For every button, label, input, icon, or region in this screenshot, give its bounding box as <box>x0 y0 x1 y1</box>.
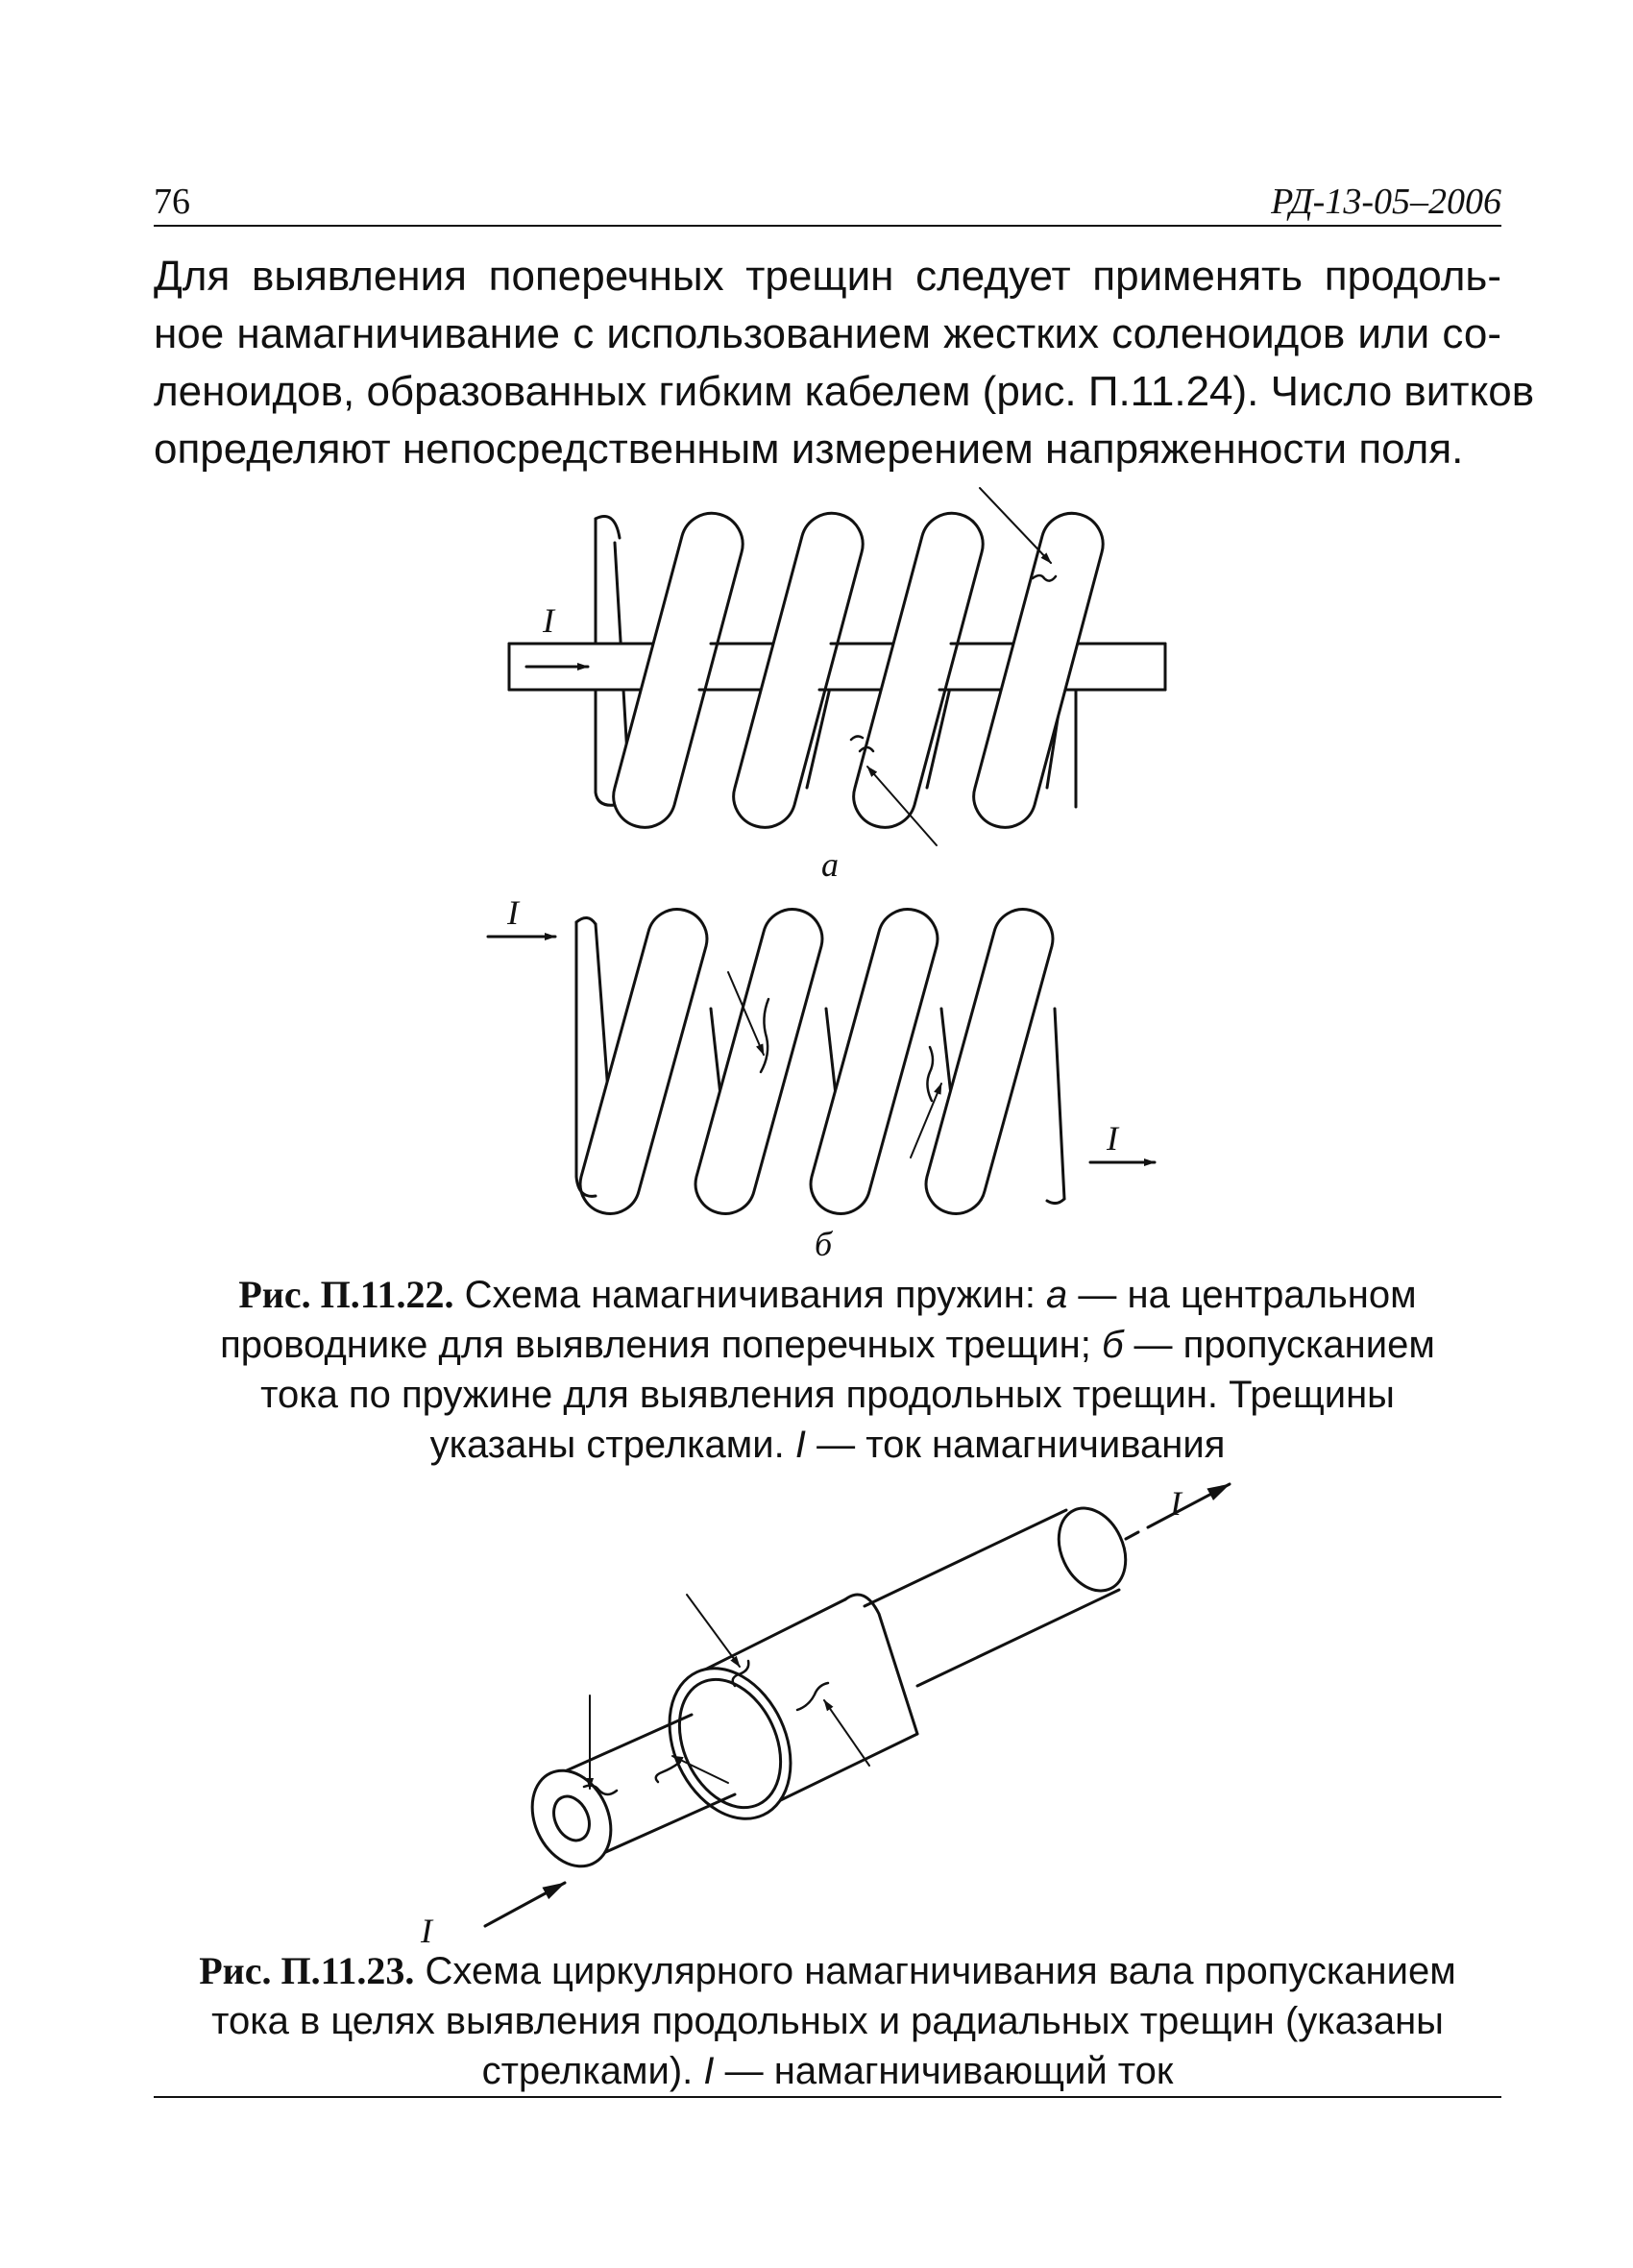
figure-22-caption <box>154 1270 1501 1470</box>
caption-text: — ток намагничивания <box>805 1424 1226 1466</box>
figure-a-current-label: I <box>543 601 554 640</box>
figure-23-current-in-label: I <box>421 1912 432 1950</box>
caption-text: проводнике для выявления поперечных трещин; <box>220 1324 1102 1366</box>
caption-title: Рис. П.11.23. <box>199 1949 415 1992</box>
caption-text: б <box>1101 1324 1124 1366</box>
figure-23-current-out-label: I <box>1170 1484 1182 1523</box>
figure-23-caption <box>154 1946 1501 2096</box>
caption-text: — пропусканием <box>1123 1324 1435 1366</box>
document-code: РД-13-05–2006 <box>1271 182 1501 222</box>
figure-a-label: а <box>821 845 839 884</box>
page-number: 76 <box>154 182 190 222</box>
caption-text: — на центральном <box>1067 1274 1417 1316</box>
figure-b-current-through-spring <box>488 910 1155 1214</box>
paragraph-line: ное намагничивание с использованием жестких соленоидов или со- <box>154 310 1501 357</box>
caption-text: Схема намагничивания пружин: <box>453 1274 1047 1316</box>
figure-23-shaft <box>485 1484 1230 1926</box>
paragraph-line: леноидов, образованных гибким кабелем (рис. П.11.24). Число витков <box>154 368 1535 415</box>
caption-text: — намагничивающий ток <box>714 2050 1174 2092</box>
paragraph-line: Для выявления поперечных трещин следует применять продоль- <box>154 253 1501 300</box>
footer-rule <box>154 2096 1501 2098</box>
figure-a-spring-on-conductor <box>509 488 1165 845</box>
caption-text: указаны стрелками. <box>429 1424 795 1466</box>
caption-text: тока по пружине для выявления продольных трещин. Трещины <box>260 1374 1395 1416</box>
figure-b-current-out-label: I <box>1107 1119 1118 1158</box>
caption-title: Рис. П.11.22. <box>238 1273 454 1316</box>
paragraph-line: определяют непосредственным измерением напряженности поля. <box>154 426 1464 473</box>
caption-text: I <box>703 2050 715 2092</box>
caption-text: тока в целях выявления продольных и радиальных трещин (указаны <box>211 2000 1444 2042</box>
figure-b-current-in-label: I <box>507 893 519 932</box>
caption-text: Схема циркулярного намагничивания вала пропусканием <box>414 1950 1456 1992</box>
caption-text: стрелками). <box>481 2050 704 2092</box>
caption-text: I <box>794 1424 806 1466</box>
caption-text: а <box>1046 1274 1068 1316</box>
figure-b-label: б <box>815 1225 833 1263</box>
